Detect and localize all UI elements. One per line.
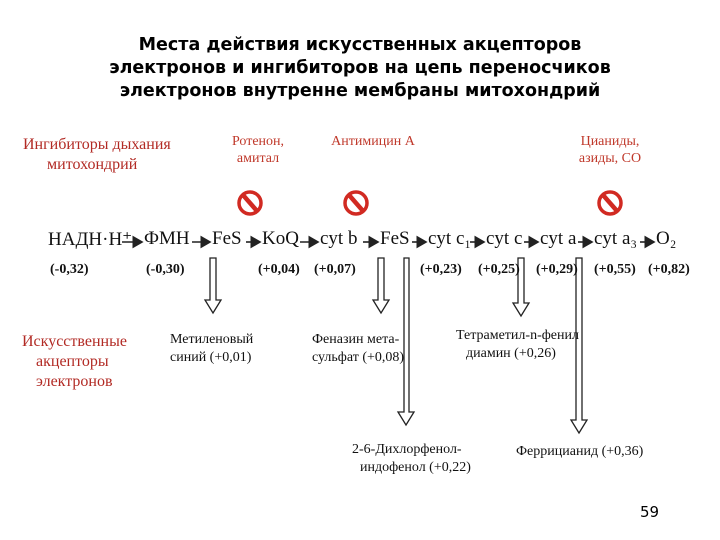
acceptor-methylene-blue-label: [170, 331, 253, 367]
title-line-2: электронов и ингибиторов на цепь переносчиков: [109, 58, 611, 78]
carrier-cyt-c1: cyt c₁: [428, 228, 472, 249]
inhibitor-antimycin-line-1: Антимицин А: [331, 134, 415, 149]
title-line-1: Места действия искусственных акцепторов: [138, 35, 582, 55]
potential-cyt-c: (+0,25): [478, 262, 520, 277]
inhibitor-rotenone-line-2: амитал: [236, 151, 280, 166]
acceptors-heading-line-2: акцепторы: [36, 353, 109, 370]
inhibition-sign-cyanide-icon: [599, 192, 621, 214]
acceptor-phenazine-line-2: сульфат (+0,08): [312, 350, 405, 365]
inhibitors-heading-line-1: Ингибиторы дыхания: [23, 136, 171, 153]
acceptor-tmpd-line-1: Тетраметил-n-фенил: [456, 328, 579, 343]
carrier-fes-2: FeS: [380, 228, 410, 249]
page-number: 59: [640, 503, 660, 521]
potential-cyt-c1: (+0,23): [420, 262, 462, 277]
potential-cyt-a3: (+0,55): [594, 262, 636, 277]
acceptors-heading-line-1: Искусственные: [22, 333, 127, 350]
carrier-cyt-a: cyt a: [540, 228, 577, 249]
acceptor-ferricyanide-label: [516, 443, 643, 461]
inhibitor-cyanide-line-2: азиды, СО: [578, 151, 642, 166]
carrier-cyt-a3: cyt a₃: [594, 228, 638, 249]
acceptor-tmpd-line-2: диамин (+0,26): [466, 346, 556, 361]
carrier-cyt-b: cyt b: [320, 228, 358, 249]
potential-koq: (+0,04): [258, 262, 300, 277]
acceptor-dichlorophenol-line-1: 2-6-Дихлорфенол-: [352, 442, 462, 457]
carrier-cyt-c: cyt c: [486, 228, 523, 249]
acceptor-methylene-blue-line-1: Метиленовый: [170, 332, 254, 347]
acceptor-phenazine-label: [312, 331, 404, 367]
potential-fmn: (-0,30): [146, 262, 185, 277]
acceptor-arrow-phenazine-icon: [373, 258, 389, 313]
acceptor-tmpd-label: [456, 327, 579, 363]
acceptor-methylene-blue-line-2: синий (+0,01): [170, 350, 252, 365]
potential-cyt-b: (+0,07): [314, 262, 356, 277]
potential-o2: (+0,82): [648, 262, 690, 277]
acceptors-heading-line-3: электронов: [36, 373, 113, 390]
inhibitor-rotenone-line-1: Ротенон,: [231, 134, 285, 149]
acceptor-dichlorophenol-label: [352, 441, 471, 477]
potential-nadh: (-0,32): [50, 262, 89, 277]
inhibition-sign-antimycin-icon: [345, 192, 367, 214]
potential-cyt-a: (+0,29): [536, 262, 578, 277]
carrier-fes-1: FeS: [212, 228, 242, 249]
inhibitor-cyanide-line-1: Цианиды,: [580, 134, 640, 149]
acceptor-ferricyanide-line-1: Феррицианид (+0,36): [516, 444, 644, 459]
carrier-o2: O₂: [656, 228, 677, 249]
carrier-fmn: ФМН: [144, 228, 190, 249]
title-line-3: электронов внутренне мембраны митохондрий: [119, 81, 601, 101]
inhibition-sign-rotenone-icon: [239, 192, 261, 214]
acceptor-arrow-methylene-blue-icon: [205, 258, 221, 313]
acceptor-dichlorophenol-line-2: индофенол (+0,22): [360, 460, 471, 475]
inhibitors-heading-line-2: митохондрий: [47, 156, 138, 173]
acceptor-phenazine-line-1: Феназин мета-: [312, 332, 400, 347]
carrier-nadh: НАДН·Н⁺: [48, 229, 133, 250]
carrier-koq: KoQ: [262, 228, 299, 249]
